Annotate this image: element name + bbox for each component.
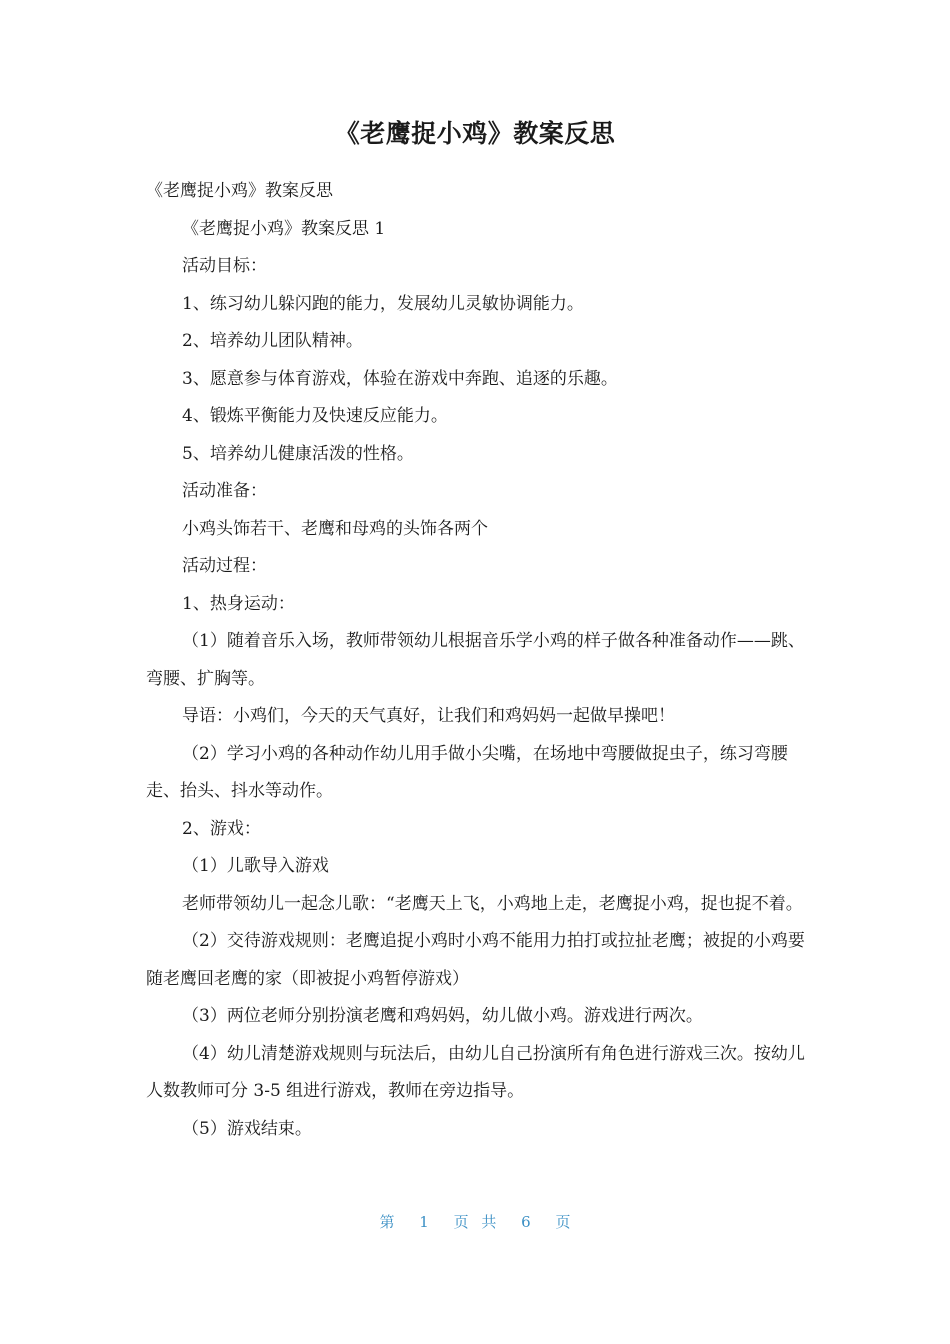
page-footer: [0, 1208, 950, 1236]
paragraph: （1）儿歌导入游戏: [182, 856, 329, 876]
paragraph: （2）交待游戏规则：老鹰追捉小鸡时小鸡不能用力拍打或拉扯老鹰；被捉的小鸡要随老鹰回老鹰的家（即被捉小鸡暂停游戏）: [146, 931, 805, 989]
footer-current-page: 1: [419, 1213, 429, 1231]
paragraph: （1）随着音乐入场，教师带领幼儿根据音乐学小鸡的样子做各种准备动作——跳、弯腰、扩胸等。: [146, 631, 805, 689]
document-title: 《老鹰捉小鸡》教案反思: [334, 119, 616, 148]
paragraph: 活动准备：: [182, 481, 267, 501]
paragraph: 活动目标：: [182, 256, 267, 276]
paragraph: 小鸡头饰若干、老鹰和母鸡的头饰各两个: [182, 518, 488, 539]
paragraph: 导语：小鸡们，今天的天气真好，让我们和鸡妈妈一起做早操吧！: [182, 706, 675, 726]
paragraph: （2）学习小鸡的各种动作幼儿用手做小尖嘴，在场地中弯腰做捉虫子，练习弯腰走、抬头、抖水等动作。: [146, 743, 788, 801]
paragraph: 2、游戏：: [182, 818, 261, 839]
paragraph: 3、愿意参与体育游戏，体验在游戏中奔跑、追逐的乐趣。: [182, 368, 618, 389]
paragraph: （3）两位老师分别扮演老鹰和鸡妈妈，幼儿做小鸡。游戏进行两次。: [182, 1006, 703, 1026]
paragraph: 1、热身运动：: [182, 593, 295, 614]
paragraph: （5）游戏结束。: [182, 1118, 312, 1139]
footer-suffix: 页: [555, 1213, 571, 1231]
paragraph: 4、锻炼平衡能力及快速反应能力。: [182, 406, 448, 426]
footer-middle: 页 共: [453, 1213, 497, 1231]
paragraph: 《老鹰捉小鸡》教案反思: [146, 181, 333, 201]
document-body: [146, 173, 811, 1148]
footer-total-pages: 6: [521, 1213, 531, 1231]
paragraph: 活动过程：: [182, 556, 267, 576]
paragraph: 老师带领幼儿一起念儿歌：“老鹰天上飞，小鸡地上走，老鹰捉小鸡，捉也捉不着。: [182, 893, 803, 914]
paragraph: （4）幼儿清楚游戏规则与玩法后，由幼儿自己扮演所有角色进行游戏三次。按幼儿人数教师可分 3-5 组进行游戏，教师在旁边指导。: [146, 1043, 805, 1101]
paragraph: 1、练习幼儿躲闪跑的能力，发展幼儿灵敏协调能力。: [182, 293, 584, 314]
paragraph: 《老鹰捉小鸡》教案反思 1: [182, 218, 386, 239]
footer-prefix: 第: [379, 1213, 395, 1231]
paragraph: 5、培养幼儿健康活泼的性格。: [182, 443, 414, 464]
paragraph: 2、培养幼儿团队精神。: [182, 331, 363, 351]
